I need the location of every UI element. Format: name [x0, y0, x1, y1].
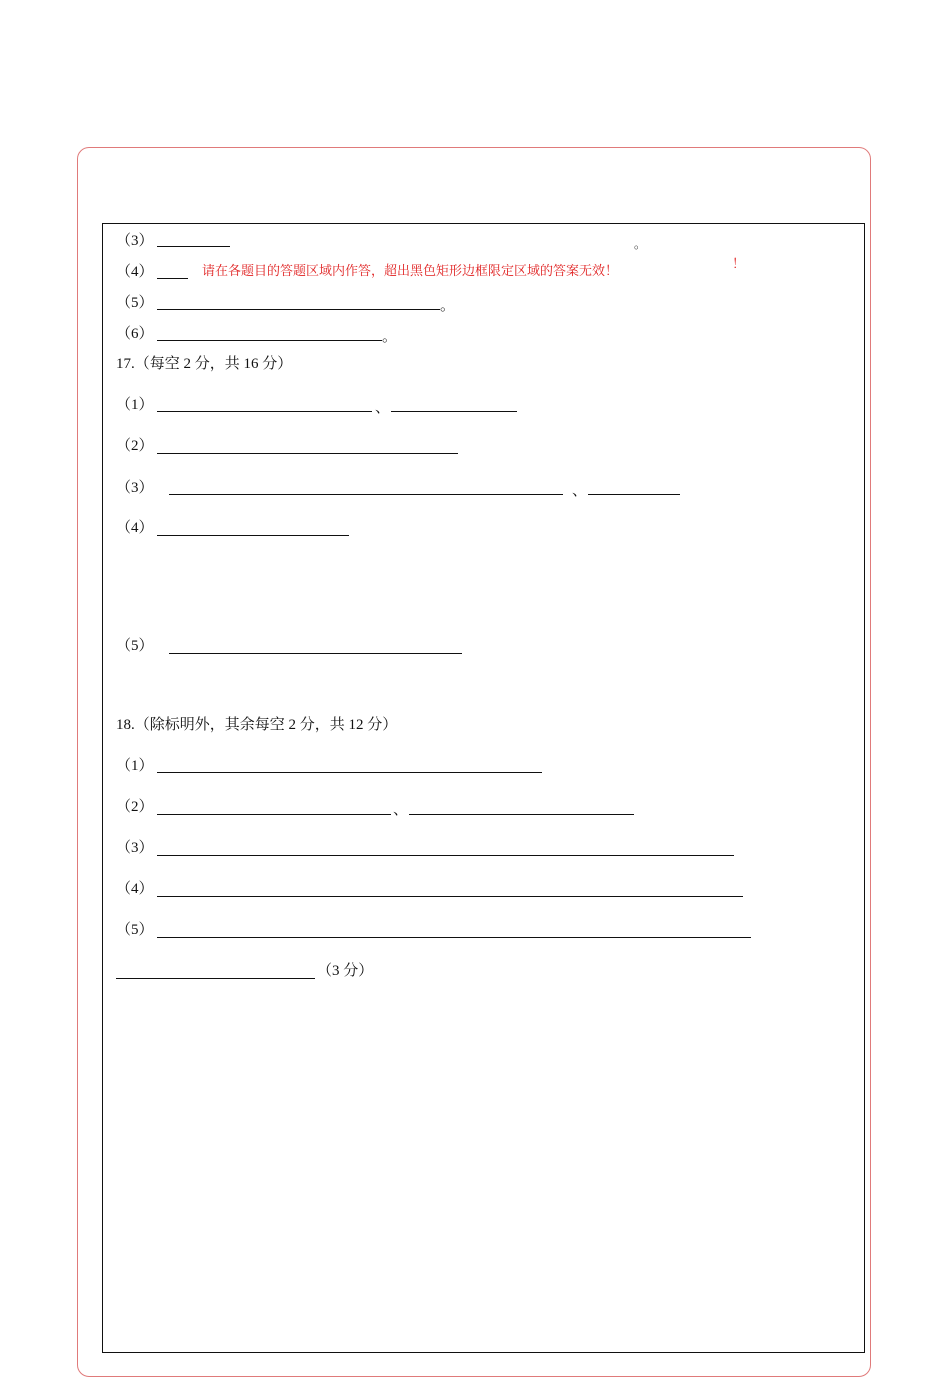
q17-item1-label: （1）: [116, 397, 154, 413]
q18-item5-blank-continued[interactable]: [116, 978, 315, 979]
q16-item5-label: （5）: [116, 295, 154, 311]
q17-item5-label: （5）: [116, 638, 154, 654]
q16-item5-blank[interactable]: [157, 309, 440, 310]
q17-header: 17.（每空 2 分，共 16 分）: [116, 356, 293, 372]
q17-item2-label: （2）: [116, 438, 154, 454]
q17-item1-blank-a[interactable]: [157, 411, 372, 412]
q17-item1-sep: 、: [375, 400, 391, 416]
answer-area-notice: 请在各题目的答题区域内作答，超出黑色矩形边框限定区域的答案无效！: [202, 263, 619, 278]
q18-item3-blank[interactable]: [157, 855, 734, 856]
q17-item2-blank[interactable]: [157, 453, 458, 454]
q17-item3-sep: 、: [572, 483, 588, 499]
q17-item3-blank-a[interactable]: [169, 494, 563, 495]
q18-item2-sep: 、: [393, 802, 409, 818]
q16-item4-label: （4）: [116, 264, 154, 280]
q16-item6-tail: 。: [382, 329, 398, 345]
notice-mark: ！: [732, 256, 746, 271]
q18-item4-blank[interactable]: [157, 896, 743, 897]
q18-header: 18.（除标明外，其余每空 2 分，共 12 分）: [116, 717, 398, 733]
q17-item3-blank-b[interactable]: [588, 494, 680, 495]
q18-item1-label: （1）: [116, 758, 154, 774]
q17-item4-blank[interactable]: [157, 535, 349, 536]
answer-area-border: [102, 223, 865, 1353]
q18-item4-label: （4）: [116, 881, 154, 897]
q18-item3-label: （3）: [116, 840, 154, 856]
q18-item1-blank[interactable]: [157, 772, 542, 773]
q17-item4-label: （4）: [116, 520, 154, 536]
q18-item2-blank-b[interactable]: [409, 814, 634, 815]
q17-item3-label: （3）: [116, 480, 154, 496]
q18-item2-blank-a[interactable]: [157, 814, 391, 815]
q16-item3-blank[interactable]: [157, 246, 230, 247]
q17-item5-blank[interactable]: [169, 653, 462, 654]
q18-item5-label: （5）: [116, 922, 154, 938]
q16-item5-tail: 。: [440, 298, 456, 314]
q16-item6-label: （6）: [116, 326, 154, 342]
q16-item4-blank[interactable]: [157, 278, 188, 279]
q16-item3-tail: 。: [634, 237, 647, 251]
q17-item1-blank-b[interactable]: [391, 411, 517, 412]
q16-item6-blank[interactable]: [157, 340, 382, 341]
q16-item3-label: （3）: [116, 233, 154, 249]
q18-item5-blank[interactable]: [157, 937, 751, 938]
q18-item2-label: （2）: [116, 799, 154, 815]
q18-score-note: （3 分）: [317, 963, 374, 979]
